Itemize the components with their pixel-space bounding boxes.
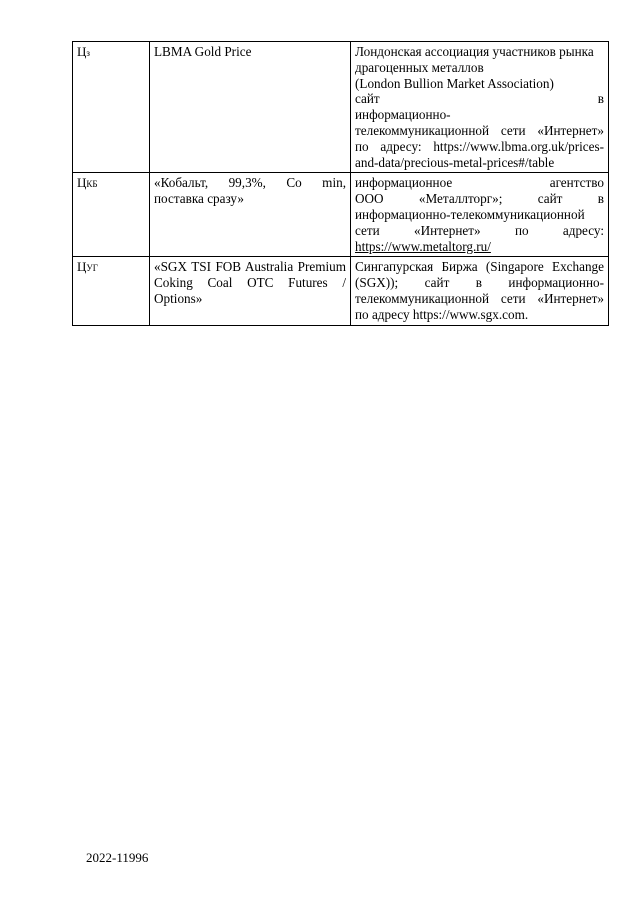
source-line: ООО «Металлторг»; сайт в [355,191,604,207]
price-name: LBMA Gold Price [154,44,252,59]
source-line: (London Bullion Market Association) [355,75,554,91]
price-name: «SGX TSI FOB Australia Premium Coking Coal OTC Futures / Options» [154,259,346,306]
source-line: информационно-телекоммуникационной [355,206,585,222]
document-number: 2022-11996 [86,850,149,865]
table-row [73,257,609,325]
source-line: (SGX)); сайт в информационно- [355,275,604,291]
source-cell [351,173,609,257]
name-cell [150,42,351,173]
name-cell [150,257,351,325]
name-cell [150,173,351,257]
symbol-cell [73,257,150,325]
source-line: по адресу https://www.sgx.com. [355,306,529,322]
source-link[interactable]: https://www.metaltorg.ru/ [355,238,491,254]
source-line: Лондонская ассоциация участников рынка [355,44,594,59]
price-name: «Кобальт, 99,3%, Co min, поставка сразу» [154,175,346,207]
source-line: по адресу: https://www.lbma.org.uk/prices- [355,138,604,154]
source-cell [351,42,609,173]
symbol-base: Ц [77,175,87,191]
source-line: сети «Интернет» по адресу: [355,222,604,238]
source-line: информационное агентство [355,175,604,191]
symbol-cell [73,42,150,173]
price-sources-table [72,41,609,326]
symbol-subscript: з [86,48,90,58]
source-line: сайт в информационно- [355,91,604,123]
source-line: Сингапурская Биржа (Singapore Exchange [355,259,604,275]
symbol-cell [73,173,150,257]
symbol-base: Ц [77,259,87,275]
symbol-subscript: УГ [86,263,98,274]
source-cell [351,257,609,325]
source-line: телекоммуникационной сети «Интернет» [355,122,604,138]
source-line: телекоммуникационной сети «Интернет» [355,290,604,306]
table-row [73,173,609,257]
source-line: драгоценных металлов [355,59,484,75]
source-line: and-data/precious-metal-prices#/table [355,154,555,170]
symbol-subscript: КБ [86,179,98,190]
symbol-base: Ц [77,44,87,59]
table-row [73,42,609,173]
